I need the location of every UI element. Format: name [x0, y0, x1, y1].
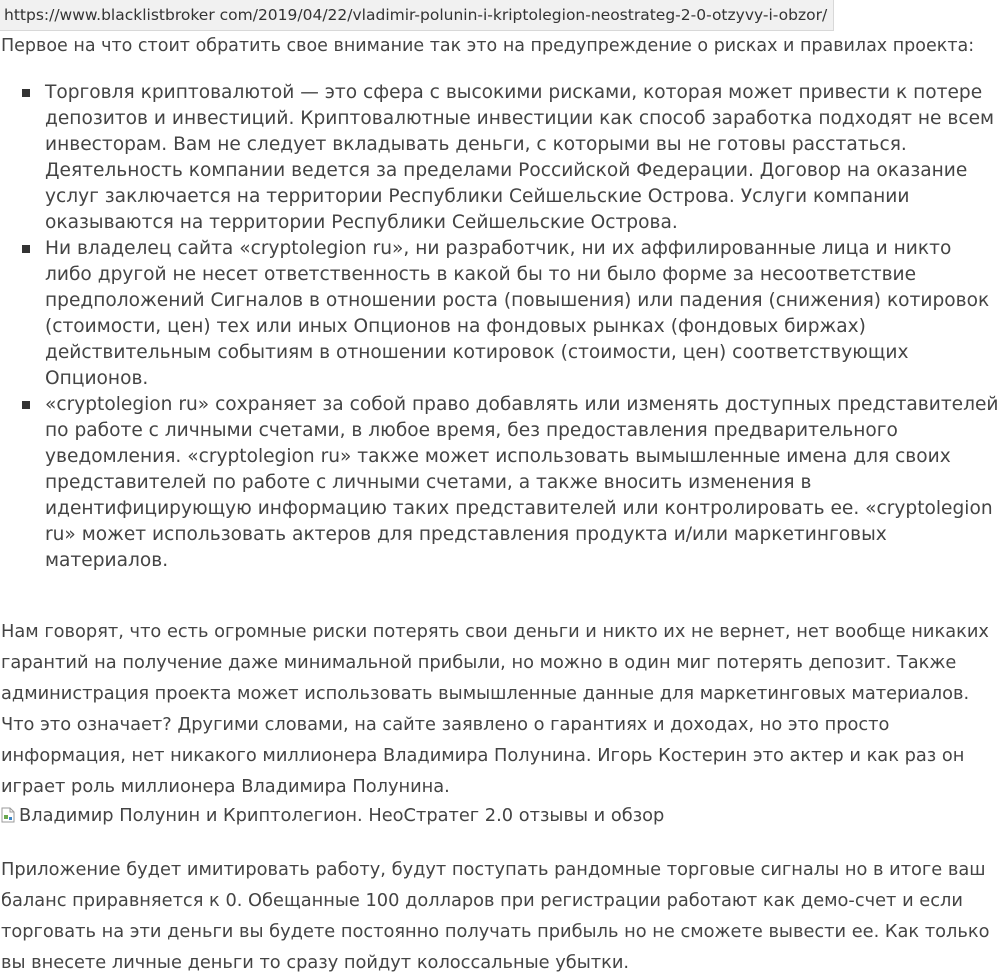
- broken-image-icon: [1, 804, 15, 820]
- square-bullet-icon: [22, 89, 30, 97]
- list-item-text: «cryptolegion ru» сохраняет за собой право добавлять или изменять доступных представителей по работе с личными счетами, в любое время, без предоставления предварительного уведомления. «cryptolegion ru» также может использовать вымышленные имена для своих представителей по работе с личными счетами, а также вносить изменения в идентифицирующую информацию таких представителей или контролировать ее. «cryptolegion ru» может использовать актеров для представления продукта и/или маркетинговых материалов.: [45, 394, 999, 571]
- broken-image: [1, 802, 664, 830]
- intro-text: Первое на что стоит обратить свое внимание так это на предупреждение о рисках и правилах проекта:: [1, 36, 975, 56]
- paragraph-app-behavior: Приложение будет имитировать работу, будут поступать рандомные торговые сигналы но в итоге ваш баланс приравняется к 0. Обещанные 100 долларов при регистрации работают как демо-счет и если торговать на эти деньги вы будете постоянно получать прибыль но не сможете вывести ее. Как только вы внесете личные деньги то сразу пойдут колоссальные убытки.: [1, 859, 990, 973]
- square-bullet-icon: [22, 401, 30, 409]
- list-item: [0, 392, 1000, 574]
- risk-warning-list: [0, 80, 1000, 574]
- square-bullet-icon: [22, 245, 30, 253]
- image-alt-text: Владимир Полунин и Криптолегион. НеоСтратег 2.0 отзывы и обзор: [19, 805, 665, 826]
- list-item: [0, 80, 1000, 236]
- source-url: https://www.blacklistbroker com/2019/04/22/vladimir-polunin-i-kriptolegion-neostrateg-2-0-otzyvy-i-obzor/: [0, 0, 834, 31]
- paragraph-risks-summary: Нам говорят, что есть огромные риски потерять свои деньги и никто их не вернет, нет вообще никаких гарантий на получение даже минимальной прибыли, но можно в один миг потерять депозит. Также администрация проекта может использовать вымышленные данные для маркетинговых материалов. Что это означает? Другими словами, на сайте заявлено о гарантиях и доходах, но это просто информация, нет никакого миллионера Владимира Полунина. Игорь Костерин это актер и как раз он играет роль миллионера Владимира Полунина.: [1, 621, 989, 797]
- list-item-text: Ни владелец сайта «cryptolegion ru», ни разработчик, ни их аффилированные лица и никто либо другой не несет ответственность в какой бы то ни было форме за несоответствие предположений Сигналов в отношении роста (повышения) или падения (снижения) котировок (стоимости, цен) тех или иных Опционов на фондовых рынках (фондовых биржах) действительным событиям в отношении котировок (стоимости, цен) соответствующих Опционов.: [45, 238, 990, 389]
- list-item: [0, 236, 1000, 392]
- list-item-text: Торговля криптовалютой — это сфера с высокими рисками, которая может привести к потере депозитов и инвестиций. Криптовалютные инвестиции как способ заработка подходят не всем инвесторам. Вам не следует вкладывать деньги, с которыми вы не готовы расстаться. Деятельность компании ведется за пределами Российской Федерации. Договор на оказание услуг заключается на территории Республики Сейшельские Острова. Услуги компании оказываются на территории Республики Сейшельские Острова.: [45, 82, 995, 233]
